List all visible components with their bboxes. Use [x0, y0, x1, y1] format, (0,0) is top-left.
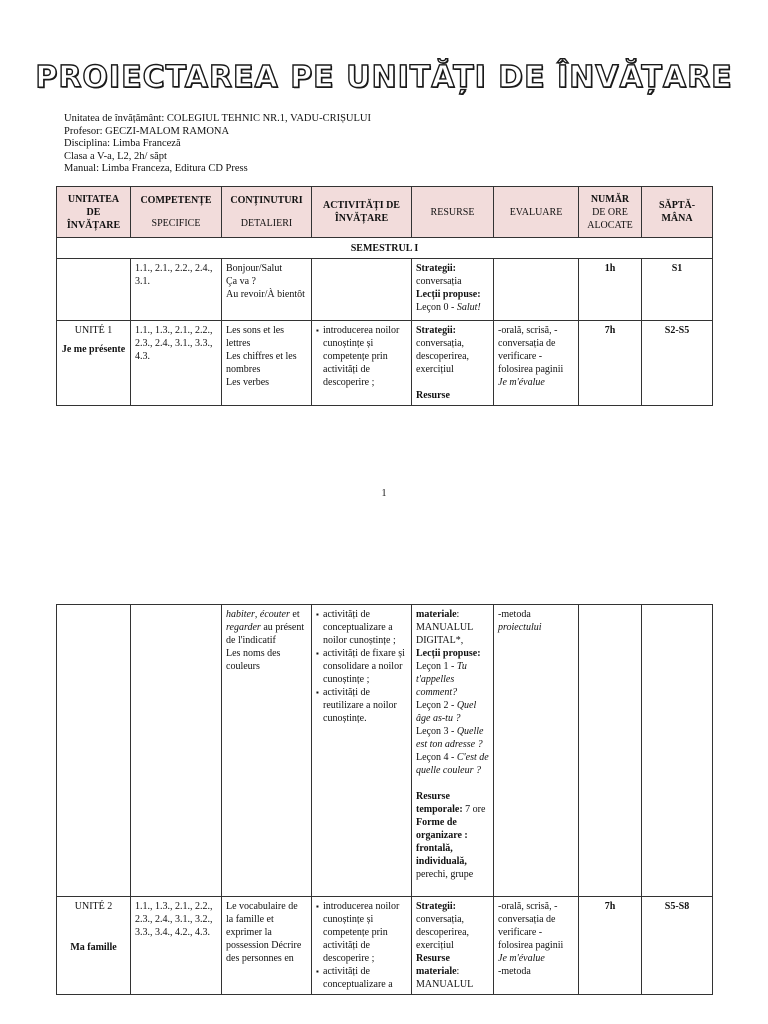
header-row: [57, 187, 713, 238]
activities-cell: ▪ introducerea noilor cunoștințe și competențe prin activități de descoperire ;: [312, 321, 412, 406]
activities-cell: ▪ activități de conceptualizare a noilor cunoștințe ; ▪ activități de fixare și consolidare a noilor cunoștințe ; ▪ activități de reutilizare a noilor cunoștințe.: [312, 605, 412, 897]
contents-cell: Les sons et les lettres Les chiffres et les nombres Les verbes: [222, 321, 312, 406]
teacher-line: Profesor: GECZI-MALOM RAMONA: [64, 125, 230, 137]
page-number: 1: [381, 488, 387, 499]
competences-cell: 1.1., 1.3., 2.1., 2.2., 2.3., 2.4., 3.1., 3.3., 4.3.: [131, 321, 222, 406]
document-meta: [64, 113, 371, 176]
hours-cell: 1h: [579, 259, 642, 321]
header-contents: CONȚINUTURI DETALIERI: [222, 187, 312, 238]
evaluation-cell: -orală, scrisă, -conversația de verificare -folosirea paginii Je m'évalue -metoda: [494, 897, 579, 995]
week-cell: S2-S5: [642, 321, 713, 406]
table-row: [57, 897, 713, 995]
resources-cell: materiale: MANUALUL DIGITAL*, Lecții propuse: Leçon 1 - Tu t'appelles comment? Leçon 2 - Quel âge as-tu ? Leçon 3 - Quelle est ton adresse ? Leçon 4 - C'est de quelle couleur ? Resurse temporale: 7 ore Forme de organizare : frontală, individuală, perechi, grupe: [412, 605, 494, 897]
unit-cell: UNITÉ 1 Je me présente: [57, 321, 131, 406]
table-row: [57, 605, 713, 897]
header-unit: UNITATEA DE ÎNVĂȚARE: [57, 187, 131, 238]
week-cell: S1: [642, 259, 713, 321]
hours-cell: 7h: [579, 321, 642, 406]
competences-cell: 1.1., 1.3., 2.1., 2.2., 2.3., 2.4., 3.1., 3.2., 3.3., 3.4., 4.2., 4.3.: [131, 897, 222, 995]
header-evaluation: EVALUARE: [494, 187, 579, 238]
semester-label: SEMESTRUL I: [57, 238, 713, 259]
resources-cell: Strategii: conversația Lecții propuse: Leçon 0 - Salut!: [412, 259, 494, 321]
table-row: [57, 321, 713, 406]
contents-cell: Le vocabulaire de la famille et exprimer la possession Décrire des personnes en: [222, 897, 312, 995]
header-competences: COMPETENȚE SPECIFICE: [131, 187, 222, 238]
contents-cell: habiter, écouter et regarder au présent de l'indicatif Les noms des couleurs: [222, 605, 312, 897]
class-line: Clasa a V-a, L2, 2h/ săpt: [64, 150, 167, 162]
page-title: PROIECTAREA PE UNITĂȚI DE ÎNVĂȚARE: [35, 60, 733, 95]
subject-line: Disciplina: Limba Franceză: [64, 138, 181, 150]
hours-cell: 7h: [579, 897, 642, 995]
activities-cell: ▪ introducerea noilor cunoștințe și competențe prin activități de descoperire ; ▪ activități de conceptualizare a: [312, 897, 412, 995]
planning-table-page-2: [56, 604, 713, 995]
header-activities: ACTIVITĂȚI DE ÎNVĂȚARE: [312, 187, 412, 238]
competences-cell: 1.1., 2.1., 2.2., 2.4., 3.1.: [131, 259, 222, 321]
semester-row: [57, 238, 713, 259]
table-row: [57, 259, 713, 321]
header-hours: NUMĂR DE ORE ALOCATE: [579, 187, 642, 238]
evaluation-cell: -orală, scrisă, -conversația de verificare -folosirea paginii Je m'évalue: [494, 321, 579, 406]
planning-table-page-1: [56, 186, 713, 406]
week-cell: S5-S8: [642, 897, 713, 995]
header-resources: RESURSE: [412, 187, 494, 238]
resources-cell: Strategii: conversația, descoperirea, exercițiul Resurse materiale: MANUALUL: [412, 897, 494, 995]
contents-cell: Bonjour/Salut Ça va ? Au revoir/À bientôt: [222, 259, 312, 321]
header-week: SĂPTĂ-MÂNA: [642, 187, 713, 238]
evaluation-cell: -metoda proiectului: [494, 605, 579, 897]
resources-cell: Strategii: conversația, descoperirea, exercițiul Resurse: [412, 321, 494, 406]
manual-line: Manual: Limba Franceza, Editura CD Press: [64, 163, 248, 175]
school-line: Unitatea de învățământ: COLEGIUL TEHNIC NR.1, VADU-CRIȘULUI: [64, 113, 371, 124]
unit-cell: UNITÉ 2 Ma famille: [57, 897, 131, 995]
